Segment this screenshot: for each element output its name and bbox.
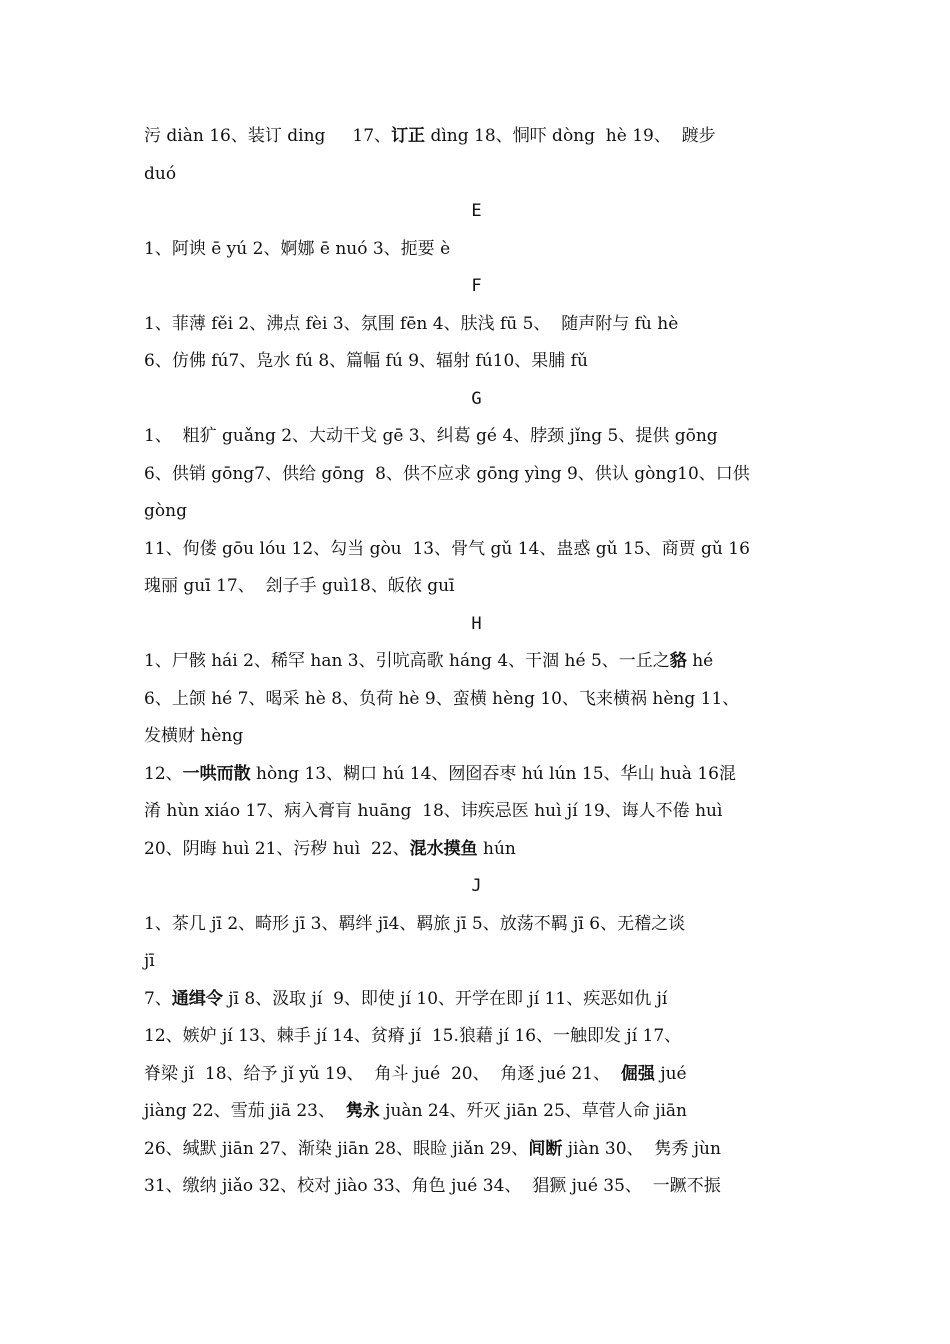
- text-segment: jī 8、汲取 jí 9、即使 jí 10、开学在即 jí 11、疾恶如仇 jí: [222, 988, 668, 1009]
- text-segment: 1、菲薄 fěi 2、沸点 fèi 3、氛围 fēn 4、肤浅 fū 5、 随声附与 fù hè: [144, 313, 679, 334]
- section-heading: F: [471, 276, 482, 296]
- text-line: [144, 681, 809, 719]
- text-segment: jué: [654, 1063, 687, 1084]
- bold-term: 倔强: [620, 1063, 655, 1084]
- text-line: [144, 643, 809, 681]
- text-line: [144, 1168, 809, 1206]
- text-line: [144, 718, 809, 756]
- text-segment: 6、上颌 hé 7、喝采 hè 8、负荷 hè 9、蛮横 hèng 10、飞来横祸 hèng 11、: [144, 688, 740, 709]
- text-segment: 12、: [144, 763, 183, 784]
- text-line: [144, 343, 809, 381]
- text-segment: 瑰丽 guī 17、 刽子手 guì18、皈依 guī: [144, 576, 455, 596]
- text-line: [144, 306, 809, 344]
- text-line: [144, 981, 809, 1019]
- text-segment: 1、 粗犷 guǎng 2、大动干戈 gē 3、纠葛 gé 4、脖颈 jǐng 5、提供 gōng: [144, 426, 718, 446]
- bold-term: 订正: [391, 126, 426, 146]
- text-segment: 31、缴纳 jiǎo 32、校对 jiào 33、角色 jué 34、 猖獗 jué 35、 一蹶不振: [144, 1176, 721, 1196]
- text-segment: hé: [686, 651, 714, 671]
- text-segment: 淆 hùn xiáo 17、病入膏肓 huāng 18、讳疾忌医 huì jí 19、诲人不倦 huì: [144, 801, 723, 821]
- text-segment: 1、茶几 jī 2、畸形 jī 3、羁绊 jī4、羁旅 jī 5、放荡不羁 jī 6、无稽之谈: [144, 913, 686, 934]
- document-page: [144, 118, 809, 1206]
- text-segment: 6、仿佛 fú7、凫水 fú 8、篇幅 fú 9、辐射 fú10、果脯 fǔ: [144, 351, 588, 371]
- text-line: [144, 1131, 809, 1169]
- text-segment: 发横财 hèng: [144, 726, 244, 746]
- text-segment: 1、尸骸 hái 2、稀罕 han 3、引吭高歌 háng 4、干涸 hé 5、一丘之: [144, 651, 670, 671]
- text-segment: jiàn 30、 隽秀 jùn: [562, 1138, 721, 1159]
- section-heading: H: [471, 613, 482, 634]
- text-segment: juàn 24、歼灭 jiān 25、草菅人命 jiān: [379, 1101, 687, 1121]
- bold-term: 隽永: [345, 1101, 380, 1121]
- text-segment: 污 diàn 16、装订 ding 17、: [144, 126, 392, 146]
- text-line: [144, 531, 809, 569]
- bold-term: 通缉令: [171, 988, 223, 1009]
- text-segment: hún: [477, 838, 516, 859]
- text-line: [144, 943, 809, 981]
- text-segment: 11、佝偻 gōu lóu 12、勾当 gòu 13、骨气 gǔ 14、蛊惑 gǔ 15、商贾 gǔ 16: [144, 538, 750, 559]
- text-segment: jī: [144, 951, 155, 971]
- section-heading: J: [471, 876, 482, 896]
- text-segment: 20、阴晦 huì 21、污秽 huì 22、: [144, 838, 410, 859]
- text-line: [144, 568, 809, 606]
- text-line: [144, 1093, 809, 1131]
- text-segment: 7、: [144, 988, 172, 1009]
- text-segment: dìng 18、恫吓 dòng hè 19、 踱步: [425, 126, 716, 146]
- section-heading: E: [471, 201, 482, 221]
- text-line: [144, 231, 809, 269]
- text-line: [144, 118, 809, 156]
- text-segment: 1、阿谀 ē yú 2、婀娜 ē nuó 3、扼要 è: [144, 238, 451, 259]
- text-segment: 12、嫉妒 jí 13、棘手 jí 14、贫瘠 jí 15.狼藉 jí 16、一触即发 jí 17、: [144, 1026, 682, 1046]
- text-segment: hòng 13、糊口 hú 14、囫囵吞枣 hú lún 15、华山 huà 16混: [250, 763, 736, 784]
- text-line: [144, 493, 809, 531]
- bold-term: 一哄而散: [182, 763, 251, 784]
- text-segment: 26、缄默 jiān 27、渐染 jiān 28、眼睑 jiǎn 29、: [144, 1138, 529, 1159]
- text-segment: 6、供销 gōng7、供给 gōng 8、供不应求 gōng yìng 9、供认 gòng10、口供: [144, 463, 750, 484]
- text-line: [144, 906, 809, 944]
- text-segment: jiàng 22、雪茄 jiā 23、: [144, 1101, 346, 1121]
- bold-term: 混水摸鱼: [409, 838, 478, 859]
- text-line: [144, 831, 809, 869]
- text-line: [144, 418, 809, 456]
- text-line: [144, 756, 809, 794]
- text-line: [144, 1018, 809, 1056]
- text-segment: gòng: [144, 501, 187, 521]
- text-line: [144, 793, 809, 831]
- text-segment: 脊梁 jǐ 18、给予 jǐ yǔ 19、 角斗 jué 20、 角逐 jué 21、: [144, 1063, 621, 1084]
- text-line: [144, 1056, 809, 1094]
- section-heading: G: [471, 388, 482, 409]
- text-line: [144, 156, 809, 194]
- bold-term: 间断: [528, 1138, 563, 1159]
- text-segment: duó: [144, 163, 177, 184]
- bold-term: 貉: [669, 651, 687, 671]
- text-line: [144, 456, 809, 494]
